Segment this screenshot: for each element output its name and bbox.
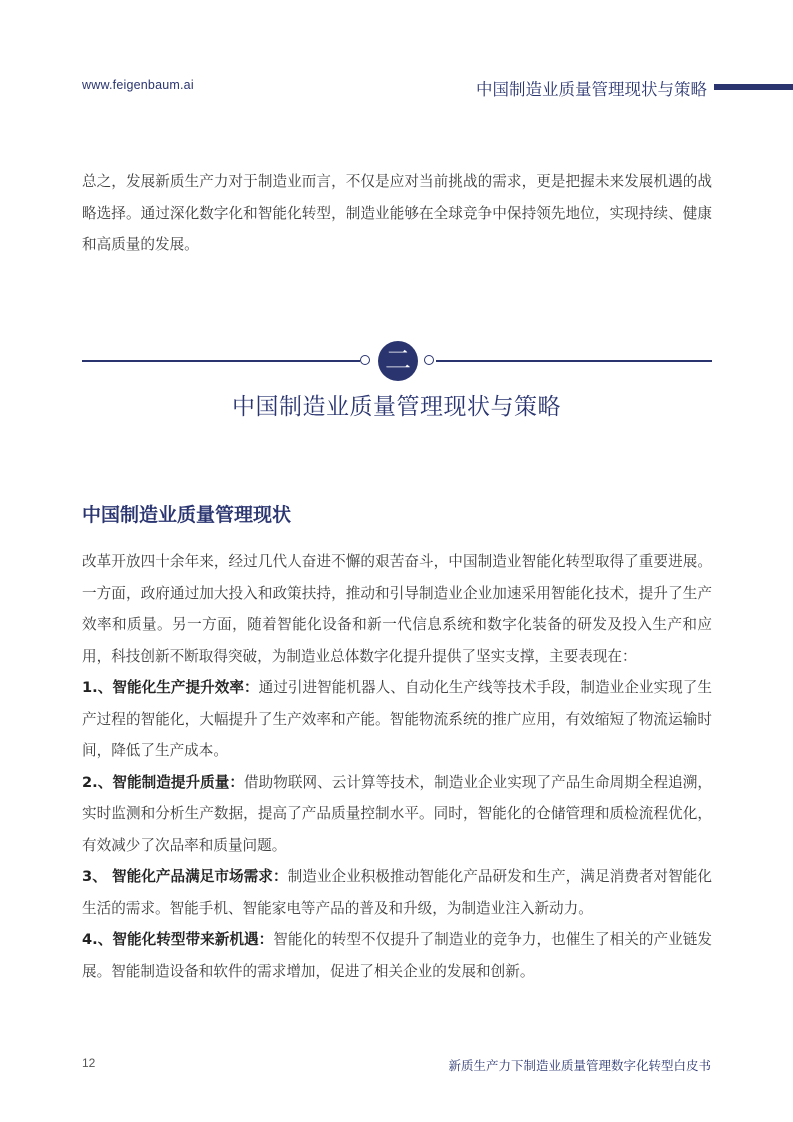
header-accent-bar bbox=[714, 84, 793, 90]
section-divider-left bbox=[82, 360, 360, 362]
section-divider-dot-right bbox=[424, 355, 434, 365]
list-item bbox=[82, 924, 712, 987]
list-item-label: 4.、智能化转型带来新机遇： bbox=[82, 931, 274, 948]
list-item-text: 制造业企业积极推动智能化产品研发和生产，满足消费者对智能化生活的需求。智能手机、智能家电等产品的普及和升级，为制造业注入新动力。 bbox=[82, 868, 712, 917]
list-item-text: 通过引进智能机器人、自动化生产线等技术手段，制造业企业实现了生产过程的智能化，大幅提升了生产效率和产能。智能物流系统的推广应用，有效缩短了物流运输时间，降低了生产成本。 bbox=[82, 679, 712, 759]
list-item bbox=[82, 861, 712, 924]
footer-title: 新质生产力下制造业质量管理数字化转型白皮书 bbox=[448, 1058, 711, 1073]
section-number: 二 bbox=[384, 346, 411, 376]
section-title: 中国制造业质量管理现状与策略 bbox=[232, 394, 561, 420]
list-item-text: 智能化的转型不仅提升了制造业的竞争力，也催生了相关的产业链发展。智能制造设备和软件的需求增加，促进了相关企业的发展和创新。 bbox=[82, 931, 712, 980]
intro-text: 总之，发展新质生产力对于制造业而言，不仅是应对当前挑战的需求，更是把握未来发展机遇的战略选择。通过深化数字化和智能化转型，制造业能够在全球竞争中保持领先地位，实现持续、健康和高质量的发展。 bbox=[82, 173, 712, 253]
section-number-badge bbox=[378, 341, 418, 381]
list-item-label: 1.、智能化生产提升效率： bbox=[82, 679, 259, 696]
header-url: www.feigenbaum.ai bbox=[82, 78, 194, 92]
list-item-label: 3、 智能化产品满足市场需求： bbox=[82, 868, 288, 885]
intro-paragraph bbox=[82, 166, 712, 261]
page-number: 12 bbox=[82, 1056, 96, 1070]
section-divider-right bbox=[436, 360, 712, 362]
list-item bbox=[82, 767, 712, 862]
subsection-title: 中国制造业质量管理现状 bbox=[82, 504, 292, 526]
body-paragraph: 改革开放四十余年来，经过几代人奋进不懈的艰苦奋斗，中国制造业智能化转型取得了重要进展。一方面，政府通过加大投入和政策扶持，推动和引导制造业企业加速采用智能化技术，提升了生产效率和质量。另一方面，随着智能化设备和新一代信息系统和数字化装备的研发及投入生产和应用，科技创新不断取得突破，为制造业总体数字化提升提供了坚实支撑，主要表现在： bbox=[82, 553, 712, 665]
list-item bbox=[82, 672, 712, 767]
header-title: 中国制造业质量管理现状与策略 bbox=[476, 80, 707, 99]
section-divider-dot-left bbox=[360, 355, 370, 365]
list-item-label: 2.、智能制造提升质量： bbox=[82, 773, 244, 791]
body-content bbox=[82, 546, 712, 987]
list-item-text: 借助物联网、云计算等技术，制造业企业实现了产品生命周期全程追溯，实时监测和分析生产数据，提高了产品质量控制水平。同时，智能化的仓储管理和质检流程优化，有效减少了次品率和质量问题。 bbox=[82, 773, 712, 854]
